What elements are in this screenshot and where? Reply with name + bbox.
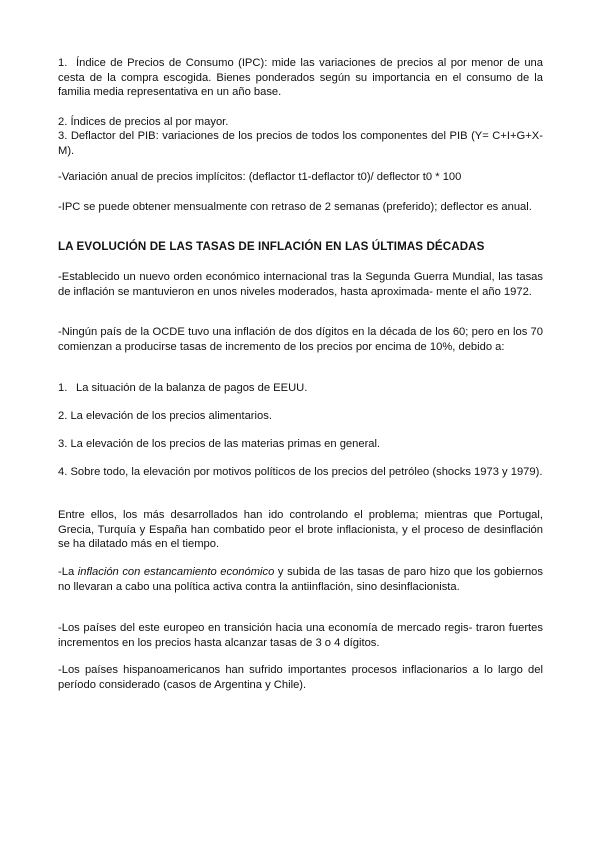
paragraph-new-order: -Establecido un nuevo orden económico internacional tras la Segunda Guerra Mundial, las tasas de inflación se mantuvieron en unos niveles moderados, hasta aproximada- mente el año 1972. [58,271,543,298]
cause-item-1 [58,381,543,396]
stagflation-italic: inflación con estancamiento económico [77,566,275,578]
cause-item-1-text: La situación de la balanza de pagos de EEUU. [76,382,308,394]
stagflation-prefix: -La [58,566,78,578]
paragraph-developed: Entre ellos, los más desarrollados han ido controlando el problema; mientras que Portugal, Grecia, Turquía y España han combatido peor el brote inflacionista, y el proceso de desinflación se ha dilatado más en el tiempo. [58,509,543,551]
paragraph-ocde: -Ningún país de la OCDE tuvo una inflación de dos dígitos en la década de los 60; pero en los 70 comienzan a producirse tasas de incremento de los precios por encima de 10%, debido a: [58,326,543,353]
paragraph-stagflation [58,565,543,594]
paragraph-variation: -Variación anual de precios implícitos: (deflactor t1-deflactor t0)/ deflector t0 * 100 [58,171,462,183]
cause-item-4: 4. Sobre todo, la elevación por motivos políticos de los precios del petróleo (shocks 1973 y 1979). [58,466,543,478]
list-number: 1. [58,57,68,69]
paragraph-ipc-note: -IPC se puede obtener mensualmente con retraso de 2 semanas (preferido); deflector es anual. [58,201,532,213]
list-number: 1. [58,382,68,394]
list-item-ipc [58,56,543,100]
list-item-ipc-text: Índice de Precios de Consumo (IPC): mide las variaciones de precios al por menor de una cesta de la compra escogida. Bienes ponderados según su importancia en el consumo de la familia media representativa en un año base. [58,57,543,99]
paragraph-east-europe: -Los países del este europeo en transición hacia una economía de mercado regis- traron fuertes incrementos en los precios hasta alcanzar tasas de 3 o 4 dígitos. [58,622,543,649]
paragraph-latin-america: -Los países hispanoamericanos han sufrido importantes procesos inflacionarios a lo largo del período considerado (casos de Argentina y Chile). [58,664,543,691]
cause-item-2: 2. La elevación de los precios alimentarios. [58,410,272,422]
cause-item-3: 3. La elevación de los precios de las materias primas en general. [58,438,381,450]
section-heading: LA EVOLUCIÓN DE LAS TASAS DE INFLACIÓN EN LAS ÚLTIMAS DÉCADAS [58,240,485,253]
list-item-deflator: 3. Deflactor del PIB: variaciones de los precios de todos los componentes del PIB (Y= C+I+G+X-M). [58,130,543,157]
stagflation-rest: y subida de las tasas de paro hizo que los gobiernos no llevaran a cabo una política activa contra la antiinflación, sino desinflacionista. [58,566,543,593]
list-item-wholesale: 2. Índices de precios al por mayor. [58,116,229,128]
